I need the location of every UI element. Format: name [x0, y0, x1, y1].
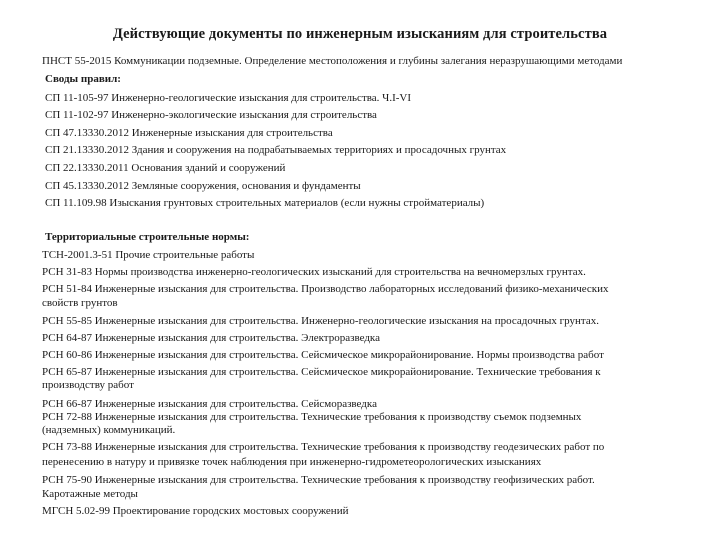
document-line: РСН 60-86 Инженерные изыскания для строительства. Сейсмическое микрорайонирование. Нормы производства работ — [42, 349, 604, 361]
document-line: РСН 66-87 Инженерные изыскания для строительства. Сейсморазведка — [42, 398, 377, 410]
page-title: Действующие документы по инженерным изысканиям для строительства — [112, 26, 608, 42]
document-line: ПНСТ 55-2015 Коммуникации подземные. Определение местоположения и глубины залегания неразрушающими методами — [42, 55, 623, 67]
document-line: свойств грунтов — [42, 297, 118, 309]
document-line: РСН 75-90 Инженерные изыскания для строительства. Технические требования к производству геофизических работ. — [42, 474, 595, 486]
document-line: РСН 65-87 Инженерные изыскания для строительства. Сейсмическое микрорайонирование. Технические требования к — [42, 366, 601, 378]
document-line: РСН 73-88 Инженерные изыскания для строительства. Технические требования к производству геодезических работ по — [42, 441, 605, 453]
document-line: ТСН-2001.3-51 Прочие строительные работы — [42, 249, 255, 261]
document-line: Каротажные методы — [42, 488, 138, 500]
section-heading-codes: Своды правил: — [45, 73, 121, 85]
document-line: производству работ — [42, 379, 134, 391]
document-line: СП 11-102-97 Инженерно-экологические изыскания для строительства — [45, 109, 377, 121]
document-line: РСН 72-88 Инженерные изыскания для строительства. Технические требования к производству съемок подземных — [42, 411, 582, 423]
section-heading-territorial: Территориальные строительные нормы: — [45, 231, 250, 243]
document-line: (надземных) коммуникаций. — [42, 424, 176, 436]
document-line: РСН 31-83 Нормы производства инженерно-геологических изысканий для строительства на вечномерзлых грунтах. — [42, 266, 586, 278]
document-line: РСН 51-84 Инженерные изыскания для строительства. Производство лабораторных исследований физико-механических — [42, 283, 609, 295]
document-line: РСН 64-87 Инженерные изыскания для строительства. Электроразведка — [42, 332, 380, 344]
document-line: МГСН 5.02-99 Проектирование городских мостовых сооружений — [42, 505, 349, 517]
document-line: СП 11-105-97 Инженерно-геологические изыскания для строительства. Ч.I-VI — [45, 92, 412, 104]
document-line: СП 47.13330.2012 Инженерные изыскания для строительства — [45, 127, 333, 139]
document-line: РСН 55-85 Инженерные изыскания для строительства. Инженерно-геологические изыскания на просадочных грунтах. — [42, 315, 599, 327]
document-line: СП 22.13330.2011 Основания зданий и сооружений — [45, 162, 286, 174]
document-line: перенесению в натуру и привязке точек наблюдения при инженерно-гидрометеорологических изысканиях — [42, 456, 542, 468]
document-line: СП 45.13330.2012 Земляные сооружения, основания и фундаменты — [45, 180, 361, 192]
document-line: СП 21.13330.2012 Здания и сооружения на подрабатываемых территориях и просадочных грунтах — [45, 144, 507, 156]
document-line: СП 11.109.98 Изыскания грунтовых строительных материалов (если нужны стройматериалы) — [45, 197, 485, 209]
